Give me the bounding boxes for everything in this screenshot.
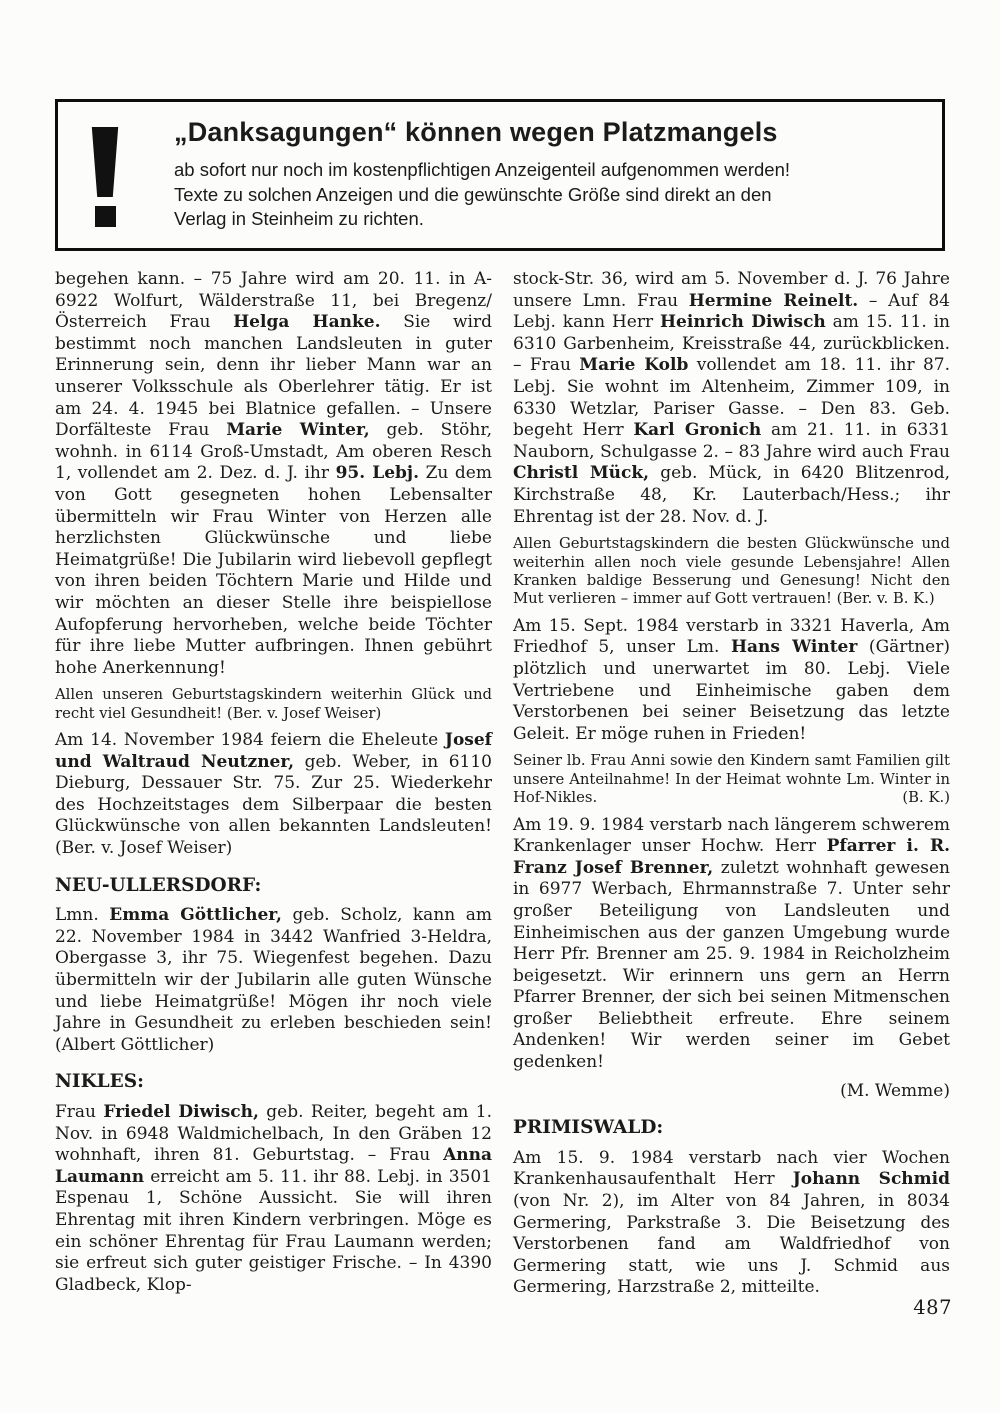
byline: (M. Wemme) bbox=[840, 1080, 950, 1101]
paragraph: Frau Friedel Diwisch, geb. Reiter, begeht am 1. Nov. in 6948 Waldmichelbach, In den Gräben 12 wohnhaft, ihren 81. Geburtstag. – Frau Anna Laumann erreicht am 5. 11. ihr 88. Lebj. in 3501 Espenau 1, Schöne Aussicht. Sie will ihren Ehrentag mit ihren Kindern verbringen. Möge es ein schöner Ehrentag für Frau Laumann werden; sie erfreut sich guter geistiger Frische. – In 4390 Gladbeck, Klop- bbox=[55, 1102, 492, 1295]
section-heading: NIKLES: bbox=[55, 1071, 144, 1093]
notice-body-line: Texte zu solchen Anzeigen und die gewünschte Größe sind direkt an den bbox=[174, 183, 772, 205]
paragraph: begehen kann. – 75 Jahre wird am 20. 11. in A-6922 Wolfurt, Wälderstraße 11, bei Bregenz/Österreich Frau Helga Hanke. Sie wird bestimmt noch manchen Landsleuten in guter Erinnerung sein, denn ihr lieber Mann war an unserer Volksschule als Oberlehrer tätig. Er ist am 24. 4. 1945 bei Blatnice gefallen. – Unsere Dorfälteste Frau Marie Winter, geb. Stöhr, wohnh. in 6114 Groß-Umstadt, Am oberen Resch 1, vollendet am 2. Dez. d. J. ihr 95. Lebj. Zu dem von Gott gesegneten hohen Lebensalter übermitteln wir Frau Winter von Herzen alle herzlichsten Glückwünsche und liebe Heimatgrüße! Die Jubilarin wird liebevoll gepflegt von ihren beiden Töchtern Marie und Hilde und wir möchten an dieser Stelle ihre beispiellose Aufopferung hervorheben, welche beide Töchter für ihre liebe Mutter aufbringen. Ihnen gebührt hohe Anerkennung! bbox=[55, 269, 493, 678]
notice-box bbox=[55, 99, 945, 251]
paragraph: Lmn. Emma Göttlicher, geb. Scholz, kann am 22. November 1984 in 3442 Wanfried 3-Heldra, Obergasse 3, ihr 75. Wiegenfest begehen. Dazu übermitteln wir der Jubilarin alle guten Wünsche und liebe Heimatgrüße! Mögen ihr noch viele Jahre in Gesundheit zu erleben beschieden sein! (Albert Göttlicher) bbox=[55, 905, 492, 1055]
exclamation-icon bbox=[88, 115, 122, 227]
page-number: 487 bbox=[913, 1296, 952, 1319]
paragraph: Am 19. 9. 1984 verstarb nach längerem schwerem Krankenlager unser Hochw. Herr Pfarrer i. R. Franz Josef Brenner, zuletzt wohnhaft gewesen in 6977 Werbach, Ehrmannstraße 7. Unter sehr großer Beteiligung von Landsleuten und Einheimischen aus der ganzen Umgebung wurde Herr Pfr. Brenner am 25. 9. 1984 in Reicholzheim beigesetzt. Wir erinnern uns gern an Herrn Pfarrer Brenner, der sich bei seinen Mitmenschen großer Beliebtheit erfreute. Ehre seinem Andenken! Wir werden seiner im Gebet gedenken! bbox=[513, 814, 950, 1073]
notice-body-line: Verlag in Steinheim zu richten. bbox=[174, 208, 424, 229]
column-left bbox=[55, 269, 492, 1303]
small-print: Seiner lb. Frau Anni sowie den Kindern samt Familien gilt unsere Anteilnahme! In der Heimat wohnte Lm. Winter in Hof-Nikles. (B. K.) bbox=[513, 752, 950, 807]
paragraph: Am 15. Sept. 1984 verstarb in 3321 Haverla, Am Friedhof 5, unser Lm. Hans Winter (Gärtner) plötzlich und unerwartet im 80. Lebj. Viele Vertriebene und Einheimische gaben dem Verstorbenen bei seiner Beisetzung das letzte Geleit. Er möge ruhen in Frieden! bbox=[513, 615, 951, 744]
notice-body-line: ab sofort nur noch im kostenpflichtigen Anzeigenteil aufgenommen werden! bbox=[174, 159, 791, 180]
small-print: Allen unseren Geburtstagskindern weiterhin Glück und recht viel Gesundheit! (Ber. v. Josef Weiser) bbox=[55, 686, 492, 722]
small-print: Allen Geburtstagskindern die besten Glückwünsche und weiterhin allen noch viele gesunde Lebensjahre! Allen Kranken baldige Besserung und Genesung! Nicht den Mut verlieren – immer auf Gott vertrauen! (Ber. v. B. K.) bbox=[513, 535, 950, 608]
notice-text bbox=[174, 115, 790, 232]
paragraph: Am 14. November 1984 feiern die Eheleute Josef und Waltraud Neutzner, geb. Weber, in 6110 Dieburg, Dessauer Str. 75. Zur 25. Wiederkehr des Hochzeitstages dem Silberpaar die besten Glückwünsche von allen bekannten Landsleuten! (Ber. v. Josef Weiser) bbox=[55, 730, 493, 859]
paragraph: Am 15. 9. 1984 verstarb nach vier Wochen Krankenhausaufenthalt Herr Johann Schmid (von Nr. 2), im Alter von 84 Jahren, in 8034 Germering, Parkstraße 3. Die Beisetzung des Verstorbenen fand am Waldfriedhof von Germering statt, wie uns J. Schmid aus Germering, Harzstraße 2, mitteilte. bbox=[513, 1147, 950, 1298]
byline: (B. K.) bbox=[902, 789, 950, 807]
paragraph: stock-Str. 36, wird am 5. November d. J. 76 Jahre unsere Lmn. Frau Hermine Reinelt. – Auf 84 Lebj. kann Herr Heinrich Diwisch am 15. 11. in 6310 Garbenheim, Kreisstraße 44, zurückblicken. – Frau Marie Kolb vollendet am 18. 11. ihr 87. Lebj. Sie wohnt im Altenheim, Zimmer 109, in 6330 Wetzlar, Pariser Gasse. – Den 83. Geb. begeht Herr Karl Gronich am 21. 11. in 6331 Nauborn, Schulgasse 2. – 83 Jahre wird auch Frau Christl Mück, geb. Mück, in 6420 Blitzenrod, Kirchstraße 48, Kr. Lauterbach/Hess.; ihr Ehrentag ist der 28. Nov. d. J. bbox=[513, 269, 950, 527]
notice-headline: „Danksagungen“ können wegen Platzmangels bbox=[174, 117, 778, 147]
section-heading: PRIMISWALD: bbox=[513, 1117, 664, 1139]
section-heading: NEU-ULLERSDORF: bbox=[55, 874, 262, 896]
column-right bbox=[513, 269, 950, 1306]
